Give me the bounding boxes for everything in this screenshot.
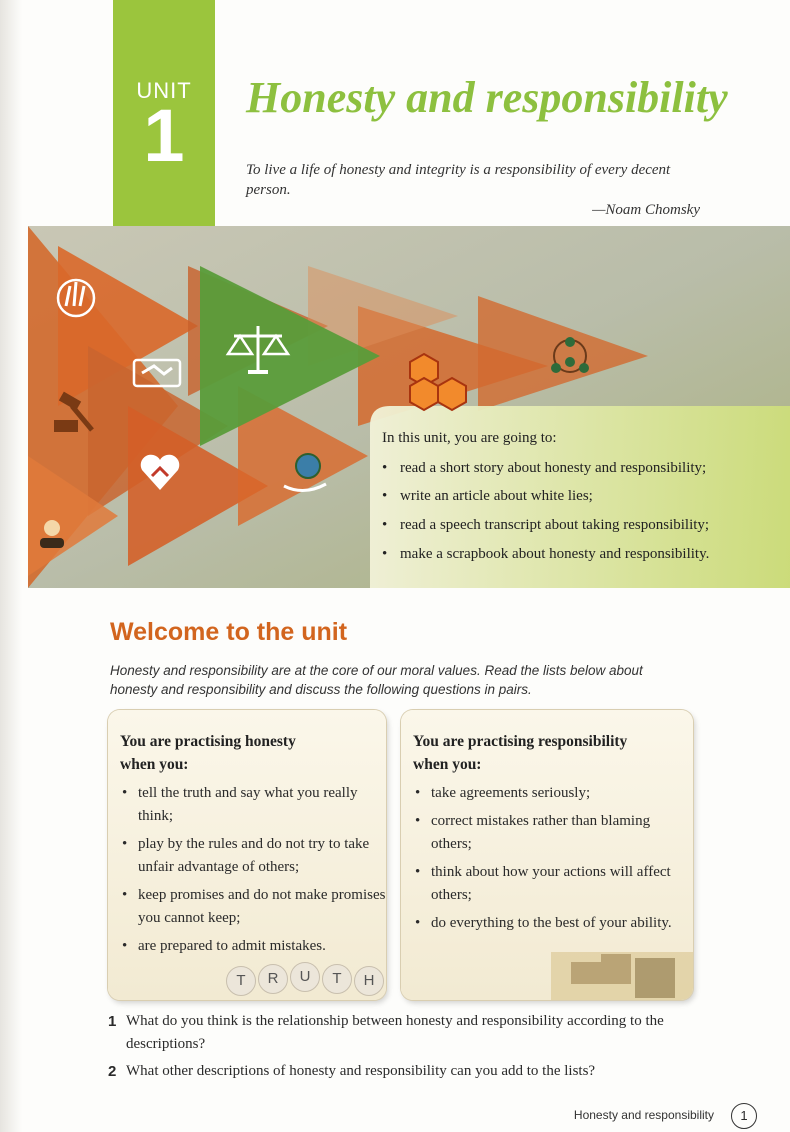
- page-number: 1: [731, 1103, 757, 1129]
- letter-tile: U: [290, 962, 320, 992]
- list-item: • tell the truth and say what you really think;: [116, 782, 386, 828]
- unit-title: Honesty and responsibility: [246, 73, 728, 122]
- list-item: • play by the rules and do not try to take unfair advantage of others;: [116, 833, 386, 879]
- honesty-box: [108, 710, 386, 1000]
- welcome-intro: Honesty and responsibility are at the core of our moral values. Read the lists below about honesty and responsibility and discuss the following questions in pairs.: [110, 663, 643, 697]
- objectives-intro: In this unit, you are going to:: [382, 430, 557, 446]
- objective-item: • read a speech transcript about taking responsibility;: [382, 517, 710, 533]
- list-item: • are prepared to admit mistakes.: [116, 935, 386, 958]
- list-item: • take agreements seriously;: [409, 782, 693, 805]
- letter-tile: H: [354, 966, 384, 996]
- objective-item: • read a short story about honesty and responsibility;: [382, 460, 707, 476]
- truth-tiles: [110, 962, 386, 1000]
- honesty-list: [116, 782, 386, 963]
- footer-label: Honesty and responsibility: [573, 1108, 714, 1122]
- quote-text: To live a life of honesty and integrity is a responsibility of every decent person.: [246, 162, 671, 198]
- binding-shadow: [0, 0, 22, 1132]
- puzzle-illustration: [551, 932, 693, 1000]
- list-item: • think about how your actions will affect others;: [409, 861, 693, 907]
- unit-label: UNIT: [136, 78, 192, 103]
- objective-item: • write an article about white lies;: [382, 488, 593, 504]
- list-item: • do everything to the best of your ability.: [409, 912, 693, 935]
- letter-tile: T: [322, 964, 352, 994]
- question-1: 1 What do you think is the relationship between honesty and responsibility according to the descriptions?: [108, 1013, 664, 1052]
- question-2: 2 What other descriptions of honesty and responsibility can you add to the lists?: [108, 1063, 596, 1080]
- welcome-heading: Welcome to the unit: [110, 618, 348, 646]
- responsibility-list: [409, 782, 693, 940]
- objective-item: • make a scrapbook about honesty and responsibility.: [382, 546, 710, 562]
- responsibility-box: [401, 710, 693, 1000]
- list-item: • keep promises and do not make promises you cannot keep;: [116, 884, 386, 930]
- list-item: • correct mistakes rather than blaming others;: [409, 810, 693, 856]
- honesty-box-title: You are practising honesty when you:: [120, 733, 296, 773]
- letter-tile: T: [226, 966, 256, 996]
- quote-author: —Noam Chomsky: [592, 202, 700, 218]
- unit-number: 1: [143, 94, 185, 177]
- responsibility-box-title: You are practising responsibility when you:: [413, 733, 628, 773]
- letter-tile: R: [258, 964, 288, 994]
- unit-badge: [113, 0, 215, 226]
